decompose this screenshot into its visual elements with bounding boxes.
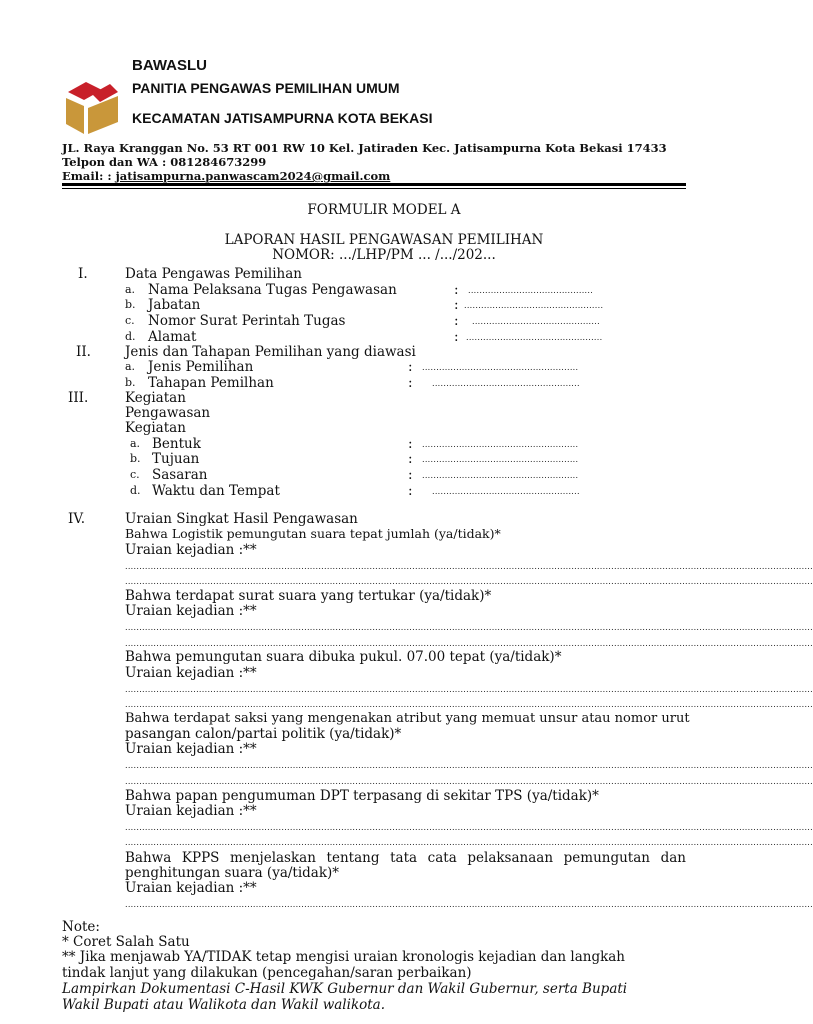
item-letter: d. [130, 484, 141, 497]
incident-line[interactable]: .................................................................................................................................................................................................................................................. [125, 761, 813, 770]
item-label: Jenis Pemilihan [148, 359, 254, 375]
question-text: pasangan calon/partai politik (ya/tidak)* [125, 726, 402, 742]
incident-label: Uraian kejadian :** [125, 741, 257, 757]
incident-line[interactable]: .................................................................................................................................................................................................................................................. [125, 823, 813, 832]
phone: Telpon dan WA : 081284673299 [62, 155, 267, 169]
incident-line[interactable]: .................................................................................................................................................................................................................................................. [125, 577, 813, 586]
question-text: Bahwa terdapat surat suara yang tertukar (ya/tidak)* [125, 588, 492, 604]
item-label: Jabatan [148, 297, 201, 313]
incident-line[interactable]: .................................................................................................................................................................................................................................................. [125, 562, 813, 571]
email-label: Email: : [62, 169, 116, 183]
section-3-number: III. [68, 390, 89, 406]
item-label: Waktu dan Tempat [152, 483, 280, 499]
logo [62, 78, 120, 136]
section-3-title-1: Kegiatan [125, 390, 186, 406]
note-3a: Lampirkan Dokumentasi C-Hasil KWK Gubernur dan Wakil Gubernur, serta Bupati [62, 981, 628, 997]
form-model: FORMULIR MODEL A [307, 202, 461, 218]
section-1-title: Data Pengawas Pemilihan [125, 266, 302, 282]
header-rule-thick [62, 183, 686, 186]
item-colon: : [408, 483, 413, 499]
incident-label: Uraian kejadian :** [125, 542, 257, 558]
note-1: * Coret Salah Satu [62, 934, 190, 950]
incident-label: Uraian kejadian :** [125, 803, 257, 819]
incident-line[interactable]: .................................................................................................................................................................................................................................................. [125, 685, 813, 694]
email-line [62, 169, 390, 184]
item-label: Tujuan [152, 451, 200, 467]
item-label: Nama Pelaksana Tugas Pengawasan [148, 282, 397, 298]
section-3-title-2: Pengawasan [125, 405, 211, 421]
note-title: Note: [62, 919, 100, 935]
section-2-title: Jenis dan Tahapan Pemilihan yang diawasi [125, 344, 416, 360]
item-label: Alamat [148, 329, 197, 345]
item-letter: a. [125, 360, 136, 373]
item-letter: b. [125, 376, 136, 389]
question-text: Bahwa KPPS menjelaskan tentang tata cata pelaksanaan pemungutan dan [125, 850, 686, 866]
item-letter: a. [130, 437, 141, 450]
fill-field[interactable]: ................................................. [464, 301, 604, 310]
item-colon: : [408, 451, 413, 467]
email-link[interactable]: jatisampurna.panwascam2024@gmail.com [115, 169, 391, 183]
section-2-number: II. [76, 344, 91, 360]
question-text: Bahwa papan pengumuman DPT terpasang di sekitar TPS (ya/tidak)* [125, 788, 599, 804]
item-colon: : [408, 375, 413, 391]
incident-line[interactable]: .................................................................................................................................................................................................................................................. [125, 700, 813, 709]
section-4-title: Uraian Singkat Hasil Pengawasan [125, 511, 358, 527]
item-colon: : [408, 436, 413, 452]
incident-label: Uraian kejadian :** [125, 603, 257, 619]
district-name: KECAMATAN JATISAMPURNA KOTA BEKASI [132, 110, 433, 126]
bawaslu-logo-icon [62, 78, 120, 136]
committee-name: PANITIA PENGAWAS PEMILIHAN UMUM [132, 80, 400, 96]
incident-line[interactable]: .................................................................................................................................................................................................................................................. [125, 639, 813, 648]
incident-label: Uraian kejadian :** [125, 665, 257, 681]
item-letter: c. [125, 314, 135, 327]
incident-line[interactable]: .................................................................................................................................................................................................................................................. [125, 900, 813, 909]
item-colon: : [454, 282, 459, 298]
item-colon: : [454, 297, 459, 313]
note-2b: tindak lanjut yang dilakukan (pencegahan/saran perbaikan) [62, 965, 472, 981]
org-name: BAWASLU [132, 57, 207, 74]
question-text: Bahwa terdapat saksi yang mengenakan atribut yang memuat unsur atau nomor urut [125, 711, 690, 726]
item-label: Tahapan Pemilhan [148, 375, 274, 391]
fill-field[interactable]: ............................................. [472, 317, 600, 326]
fill-field[interactable]: ................................................ [466, 333, 603, 342]
item-letter: b. [125, 298, 136, 311]
item-label: Nomor Surat Perintah Tugas [148, 313, 346, 329]
item-letter: c. [130, 468, 140, 481]
item-colon: : [408, 359, 413, 375]
item-label: Sasaran [152, 467, 208, 483]
item-colon: : [454, 329, 459, 345]
note-3b: Wakil Bupati atau Walikota dan Wakil walikota. [62, 997, 386, 1013]
fill-field[interactable]: ....................................................... [422, 471, 579, 480]
form-title: LAPORAN HASIL PENGAWASAN PEMILIHAN [224, 232, 544, 248]
question-text: Bahwa Logistik pemungutan suara tepat jumlah (ya/tidak)* [125, 526, 501, 541]
question-text: penghitungan suara (ya/tidak)* [125, 865, 340, 881]
item-letter: a. [125, 283, 136, 296]
incident-line[interactable]: .................................................................................................................................................................................................................................................. [125, 623, 813, 632]
item-letter: b. [130, 452, 141, 465]
fill-field[interactable]: ....................................................... [422, 455, 579, 464]
header-rule-thin [62, 188, 686, 189]
item-colon: : [454, 313, 459, 329]
item-letter: d. [125, 330, 136, 343]
section-1-number: I. [78, 266, 88, 282]
section-3-title-3: Kegiatan [125, 420, 186, 436]
fill-field[interactable]: ....................................................... [422, 363, 579, 372]
incident-line[interactable]: .................................................................................................................................................................................................................................................. [125, 838, 813, 847]
section-4-number: IV. [68, 511, 86, 527]
item-colon: : [408, 467, 413, 483]
form-number: NOMOR: .../LHP/PM ... /.../202... [272, 247, 496, 263]
item-label: Bentuk [152, 436, 201, 452]
question-text: Bahwa pemungutan suara dibuka pukul. 07.00 tepat (ya/tidak)* [125, 649, 562, 665]
fill-field[interactable]: ....................................................... [422, 440, 579, 449]
fill-field[interactable]: .................................................... [432, 379, 580, 388]
address: JL. Raya Kranggan No. 53 RT 001 RW 10 Kel. Jatiraden Kec. Jatisampurna Kota Bekasi 17433 [62, 141, 667, 155]
incident-label: Uraian kejadian :** [125, 880, 257, 896]
fill-field[interactable]: .................................................... [432, 487, 580, 496]
fill-field[interactable]: ............................................ [468, 286, 594, 295]
note-2a: ** Jika menjawab YA/TIDAK tetap mengisi uraian kronologis kejadian dan langkah [62, 949, 626, 965]
incident-line[interactable]: .................................................................................................................................................................................................................................................. [125, 777, 813, 786]
